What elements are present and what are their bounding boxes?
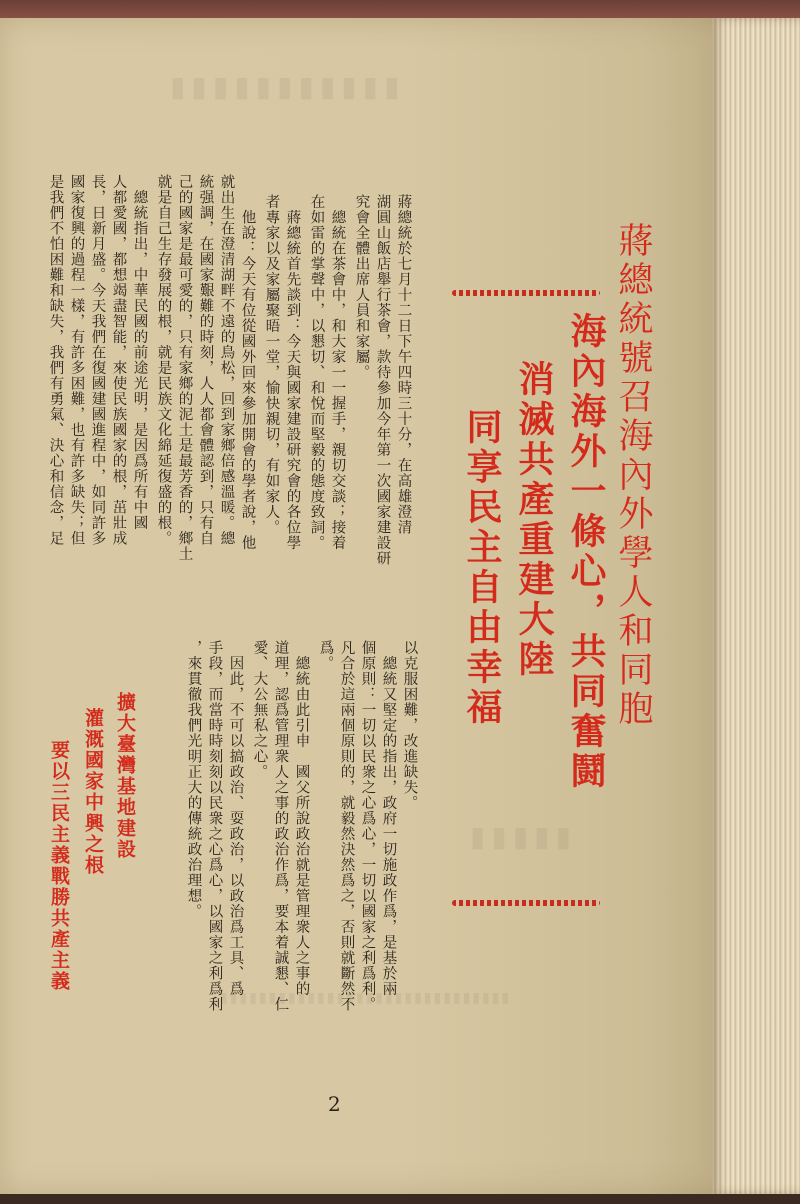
text-column: 蔣總統首先談到：今天與國家建設研究會的各位學 xyxy=(284,194,301,551)
headline-2: 消滅共產重建大陸 xyxy=(513,360,554,680)
slogan-1: 擴大臺灣基地建設 xyxy=(114,692,136,860)
text-column: 道理，認爲管理衆人之事的政治作爲，要本着誠懇、仁 xyxy=(272,640,289,1012)
bleed-through-text: ▮▮▮▮▮ xyxy=(470,820,578,853)
text-column: 湖圓山飯店舉行茶會，款待參加今年第一次國家建設研 xyxy=(374,194,391,566)
text-column: 蔣總統於七月十二日下午四時三十分，在高雄澄清 xyxy=(395,194,412,535)
slogan-2: 灌溉國家中興之根 xyxy=(82,708,104,876)
decorative-rule-top xyxy=(452,290,600,296)
page-edges xyxy=(712,18,800,1194)
text-column: 總統在茶會中，和大家一一握手，親切交談；接着 xyxy=(329,194,346,551)
text-column: 統强調，在國家艱難的時刻，人人都會體認到，只有自 xyxy=(197,174,214,546)
text-column: 己的國家是最可愛的，只有家鄉的泥土是最芳香的，鄉土 xyxy=(176,174,193,562)
text-column: 爲。 xyxy=(317,640,334,671)
text-column: 總統又堅定的指出，政府一切施政作爲，是基於兩 xyxy=(380,640,397,997)
text-column: 總統由此引申 國父所說政治就是管理衆人之事的 xyxy=(293,640,310,997)
slogan-3: 要以三民主義戰勝共產主義 xyxy=(48,740,70,992)
text-column: 長，日新月盛。今天我們在復國建國進程中，如同許多 xyxy=(89,174,106,546)
text-column: 在如雷的掌聲中，以懇切、和悅而堅毅的態度致詞。 xyxy=(308,194,325,551)
text-column: ，來貫徹我們光明正大的傳統政治理想。 xyxy=(185,640,202,919)
text-column: 人都愛國，都想竭盡智能，來使民族國家的根，茁壯成 xyxy=(110,174,127,546)
text-column: 他說：今天有位從國外回來參加開會的學者說，他 xyxy=(239,194,256,551)
article-title: 蔣總統號召海內外學人和同胞 xyxy=(613,222,653,729)
text-column: 國家復興的過程一樣，有許多困難，也有許多缺失；但 xyxy=(68,174,85,546)
decorative-rule-bottom xyxy=(452,900,600,906)
text-column: 究會全體出席人員和家屬。 xyxy=(353,194,370,380)
text-column: 就出生在澄清湖畔不遠的鳥松，回到家鄉倍感溫暖。總 xyxy=(218,174,235,546)
text-column: 總統指出，中華民國的前途光明，是因爲所有中國 xyxy=(131,174,148,531)
text-column: 凡合於這兩個原則的，就毅然決然爲之，否則就斷然不 xyxy=(338,640,355,1012)
text-column: 個原則：一切以民衆之心爲心，一切以國家之利爲利。 xyxy=(359,640,376,1012)
text-column: 就是自己生存發展的根，就是民族文化綿延復盛的根。 xyxy=(155,174,172,546)
text-column: 愛、大公無私之心。 xyxy=(251,640,268,780)
text-column: 因此，不可以搞政治、耍政治，以政治爲工具、爲 xyxy=(227,640,244,997)
headline-3: 同享民主自由幸福 xyxy=(461,408,502,728)
page-number: 2 xyxy=(328,1092,341,1116)
bleed-through-text: ▮▮▮▮▮▮▮▮▮▮▮ xyxy=(170,70,406,103)
text-column: 手段，而當時時刻刻以民衆之心爲心，以國家之利爲利 xyxy=(206,640,223,1012)
text-column: 是我們不怕困難和缺失，我們有勇氣、決心和信念，足 xyxy=(47,174,64,546)
bleed-through-text: ▮▮▮▮▮▮▮▮▮▮▮▮▮▮▮▮▮▮▮▮▮▮▮▮▮▮▮▮▮▮ xyxy=(220,990,512,1006)
text-column: 以克服困難，改進缺失。 xyxy=(401,640,418,811)
text-column: 者專家以及家屬聚晤一堂，愉快親切，有如家人。 xyxy=(263,194,280,535)
headline-1: 海內海外一條心，共同奮鬪 xyxy=(565,312,606,792)
book-cover-edge xyxy=(0,0,800,20)
